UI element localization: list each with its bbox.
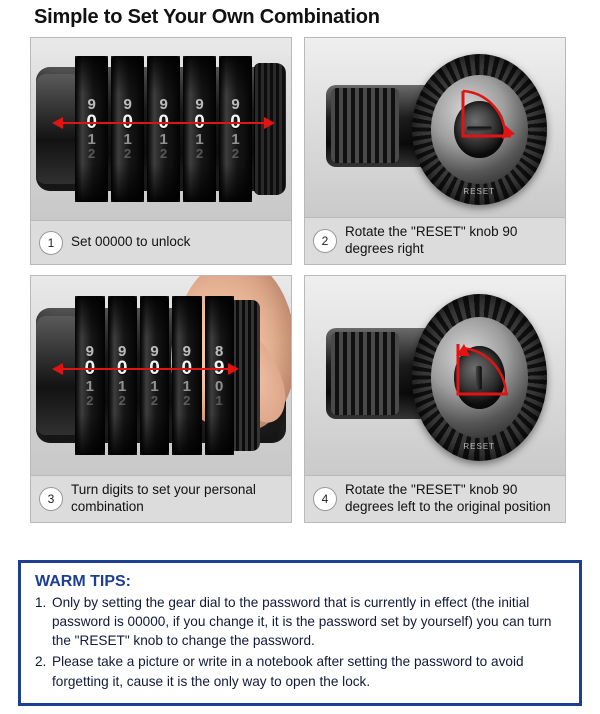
dial-3 xyxy=(140,296,169,455)
dial-digit-below-2: 2 xyxy=(118,392,126,408)
dial-shadow-bottom xyxy=(205,414,234,455)
lock-end-cap-left xyxy=(36,74,78,183)
step-1-caption xyxy=(31,220,291,264)
dial-digit-below-2: 2 xyxy=(183,392,191,408)
reset-knob-ring xyxy=(431,317,528,438)
dial-digit-below: 1 xyxy=(182,377,191,395)
step-4-caption xyxy=(305,475,565,522)
page-title: Simple to Set Your Own Combination xyxy=(34,6,380,28)
dial-shadow-top xyxy=(147,56,180,94)
dial-shadow-top xyxy=(111,56,144,94)
dial-row xyxy=(75,296,234,455)
step-1-image xyxy=(31,38,291,220)
reset-knob xyxy=(412,54,547,205)
dial-digit-below: 1 xyxy=(118,377,127,395)
step-number-badge: 1 xyxy=(39,231,63,255)
dial-digit-below-2: 2 xyxy=(86,392,94,408)
dial-5 xyxy=(205,296,234,455)
warm-tip-text: Only by setting the gear dial to the password that is currently in effect (the initial password is 00000, if you change it, it is the password set by yourself) you can turn the "RESET" knob to change the password. xyxy=(52,594,552,649)
step-caption-text: Turn digits to set your personal combination xyxy=(71,482,256,515)
reset-knob-slot xyxy=(476,365,482,389)
dial-digit-above: 9 xyxy=(231,96,240,114)
step-2-caption xyxy=(305,217,565,264)
dial-shadow-top xyxy=(172,296,201,337)
dial-shadow-top xyxy=(140,296,169,337)
double-arrow-annotation xyxy=(62,368,228,370)
dial-digit-below-2: 2 xyxy=(159,146,168,162)
step-number-badge: 2 xyxy=(313,229,337,253)
dial-shadow-top xyxy=(108,296,137,337)
dial-3 xyxy=(147,56,180,202)
dial-digit-above: 9 xyxy=(123,96,132,114)
step-card-1 xyxy=(30,37,292,265)
reset-knob-label: RESET xyxy=(463,442,496,452)
steps-grid xyxy=(0,37,600,523)
dial-digit-above: 9 xyxy=(182,343,191,360)
dial-4 xyxy=(172,296,201,455)
dial-digit-below: 1 xyxy=(150,377,159,395)
dial-digit-below: 1 xyxy=(231,131,240,149)
warm-tips-heading: WARM TIPS: xyxy=(35,572,131,590)
reset-knob-center xyxy=(454,101,505,157)
warm-tip-number: 2. xyxy=(35,654,47,670)
reset-knob-photo xyxy=(305,38,565,217)
dial-digit-below-2: 1 xyxy=(215,392,223,408)
warm-tip-number: 1. xyxy=(35,594,47,610)
step-card-3 xyxy=(30,275,292,523)
dial-2 xyxy=(111,56,144,202)
dial-shadow-top xyxy=(183,56,216,94)
double-arrow-annotation xyxy=(62,122,265,124)
dial-digit-below-2: 2 xyxy=(124,146,132,162)
warm-tip-item xyxy=(35,593,565,651)
dial-shadow-top xyxy=(75,296,104,337)
step-3-caption xyxy=(31,475,291,522)
warm-tip-text: Please take a picture or write in a notebook after setting the password to avoid forgetting it, cause it is the only way to open the lock. xyxy=(52,654,524,689)
dial-digit-above: 9 xyxy=(159,96,168,114)
step-caption-text: Rotate the "RESET" knob 90 degrees right xyxy=(345,224,518,257)
reset-knob-center xyxy=(454,346,505,409)
dial-4 xyxy=(183,56,216,202)
step-2-image xyxy=(305,38,565,217)
dial-digit-below: 1 xyxy=(159,131,168,149)
dial-shadow-bottom xyxy=(183,164,216,202)
reset-knob xyxy=(412,294,547,461)
dial-digit-above: 9 xyxy=(87,96,96,114)
dial-digit-below-2: 2 xyxy=(150,392,159,408)
reset-knob-slot xyxy=(467,127,491,132)
dial-shadow-bottom xyxy=(75,164,108,202)
dial-1 xyxy=(75,56,108,202)
lock-barrel-ribs xyxy=(331,332,399,416)
dial-shadow-bottom xyxy=(172,414,201,455)
reset-knob-photo xyxy=(305,276,565,475)
reset-knob-ring xyxy=(431,75,528,183)
step-number-badge: 4 xyxy=(313,487,337,511)
step-card-2 xyxy=(304,37,566,265)
dial-digit-below-2: 2 xyxy=(231,146,240,162)
dial-digit-above: 9 xyxy=(85,343,95,360)
dial-row xyxy=(75,56,252,202)
dial-digit-below: 0 xyxy=(214,377,224,395)
step-caption-text: Rotate the "RESET" knob 90 degrees left to the original position xyxy=(345,482,551,515)
dial-shadow-bottom xyxy=(111,164,144,202)
reset-knob-label: RESET xyxy=(463,186,496,196)
warm-tips-panel xyxy=(18,560,582,706)
dial-2 xyxy=(108,296,137,455)
dial-digit-below: 1 xyxy=(123,131,132,149)
dial-digit-above: 9 xyxy=(195,96,204,114)
lock-photo xyxy=(31,38,291,220)
dial-shadow-bottom xyxy=(147,164,180,202)
dial-1 xyxy=(75,296,104,455)
dial-digit-below: 1 xyxy=(195,131,204,149)
step-caption-text: Set 00000 to unlock xyxy=(71,234,191,250)
dial-shadow-bottom xyxy=(140,414,169,455)
lock-end-cap-left xyxy=(36,316,78,436)
dial-digit-above: 9 xyxy=(150,343,159,360)
step-4-image xyxy=(305,276,565,475)
dial-digit-above: 9 xyxy=(118,343,127,360)
step-card-4 xyxy=(304,275,566,523)
dial-shadow-top xyxy=(219,56,252,94)
dial-digit-below-2: 2 xyxy=(195,146,204,162)
dial-shadow-bottom xyxy=(108,414,137,455)
dial-shadow-bottom xyxy=(219,164,252,202)
step-3-image xyxy=(31,276,291,475)
dial-digit-above: 8 xyxy=(214,343,224,360)
lock-barrel-ribs xyxy=(331,88,399,163)
dial-digit-below-2: 2 xyxy=(88,146,96,162)
lock-photo-with-hand xyxy=(31,276,291,475)
dial-digit-below: 1 xyxy=(87,131,96,149)
dial-digit-below: 1 xyxy=(85,377,95,395)
dial-shadow-top xyxy=(205,296,234,337)
warm-tip-item xyxy=(35,652,565,691)
dial-shadow-top xyxy=(75,56,108,94)
dial-shadow-bottom xyxy=(75,414,104,455)
dial-5 xyxy=(219,56,252,202)
warm-tips-list xyxy=(35,593,565,691)
step-number-badge: 3 xyxy=(39,487,63,511)
lock-end-cap-right xyxy=(254,63,286,194)
